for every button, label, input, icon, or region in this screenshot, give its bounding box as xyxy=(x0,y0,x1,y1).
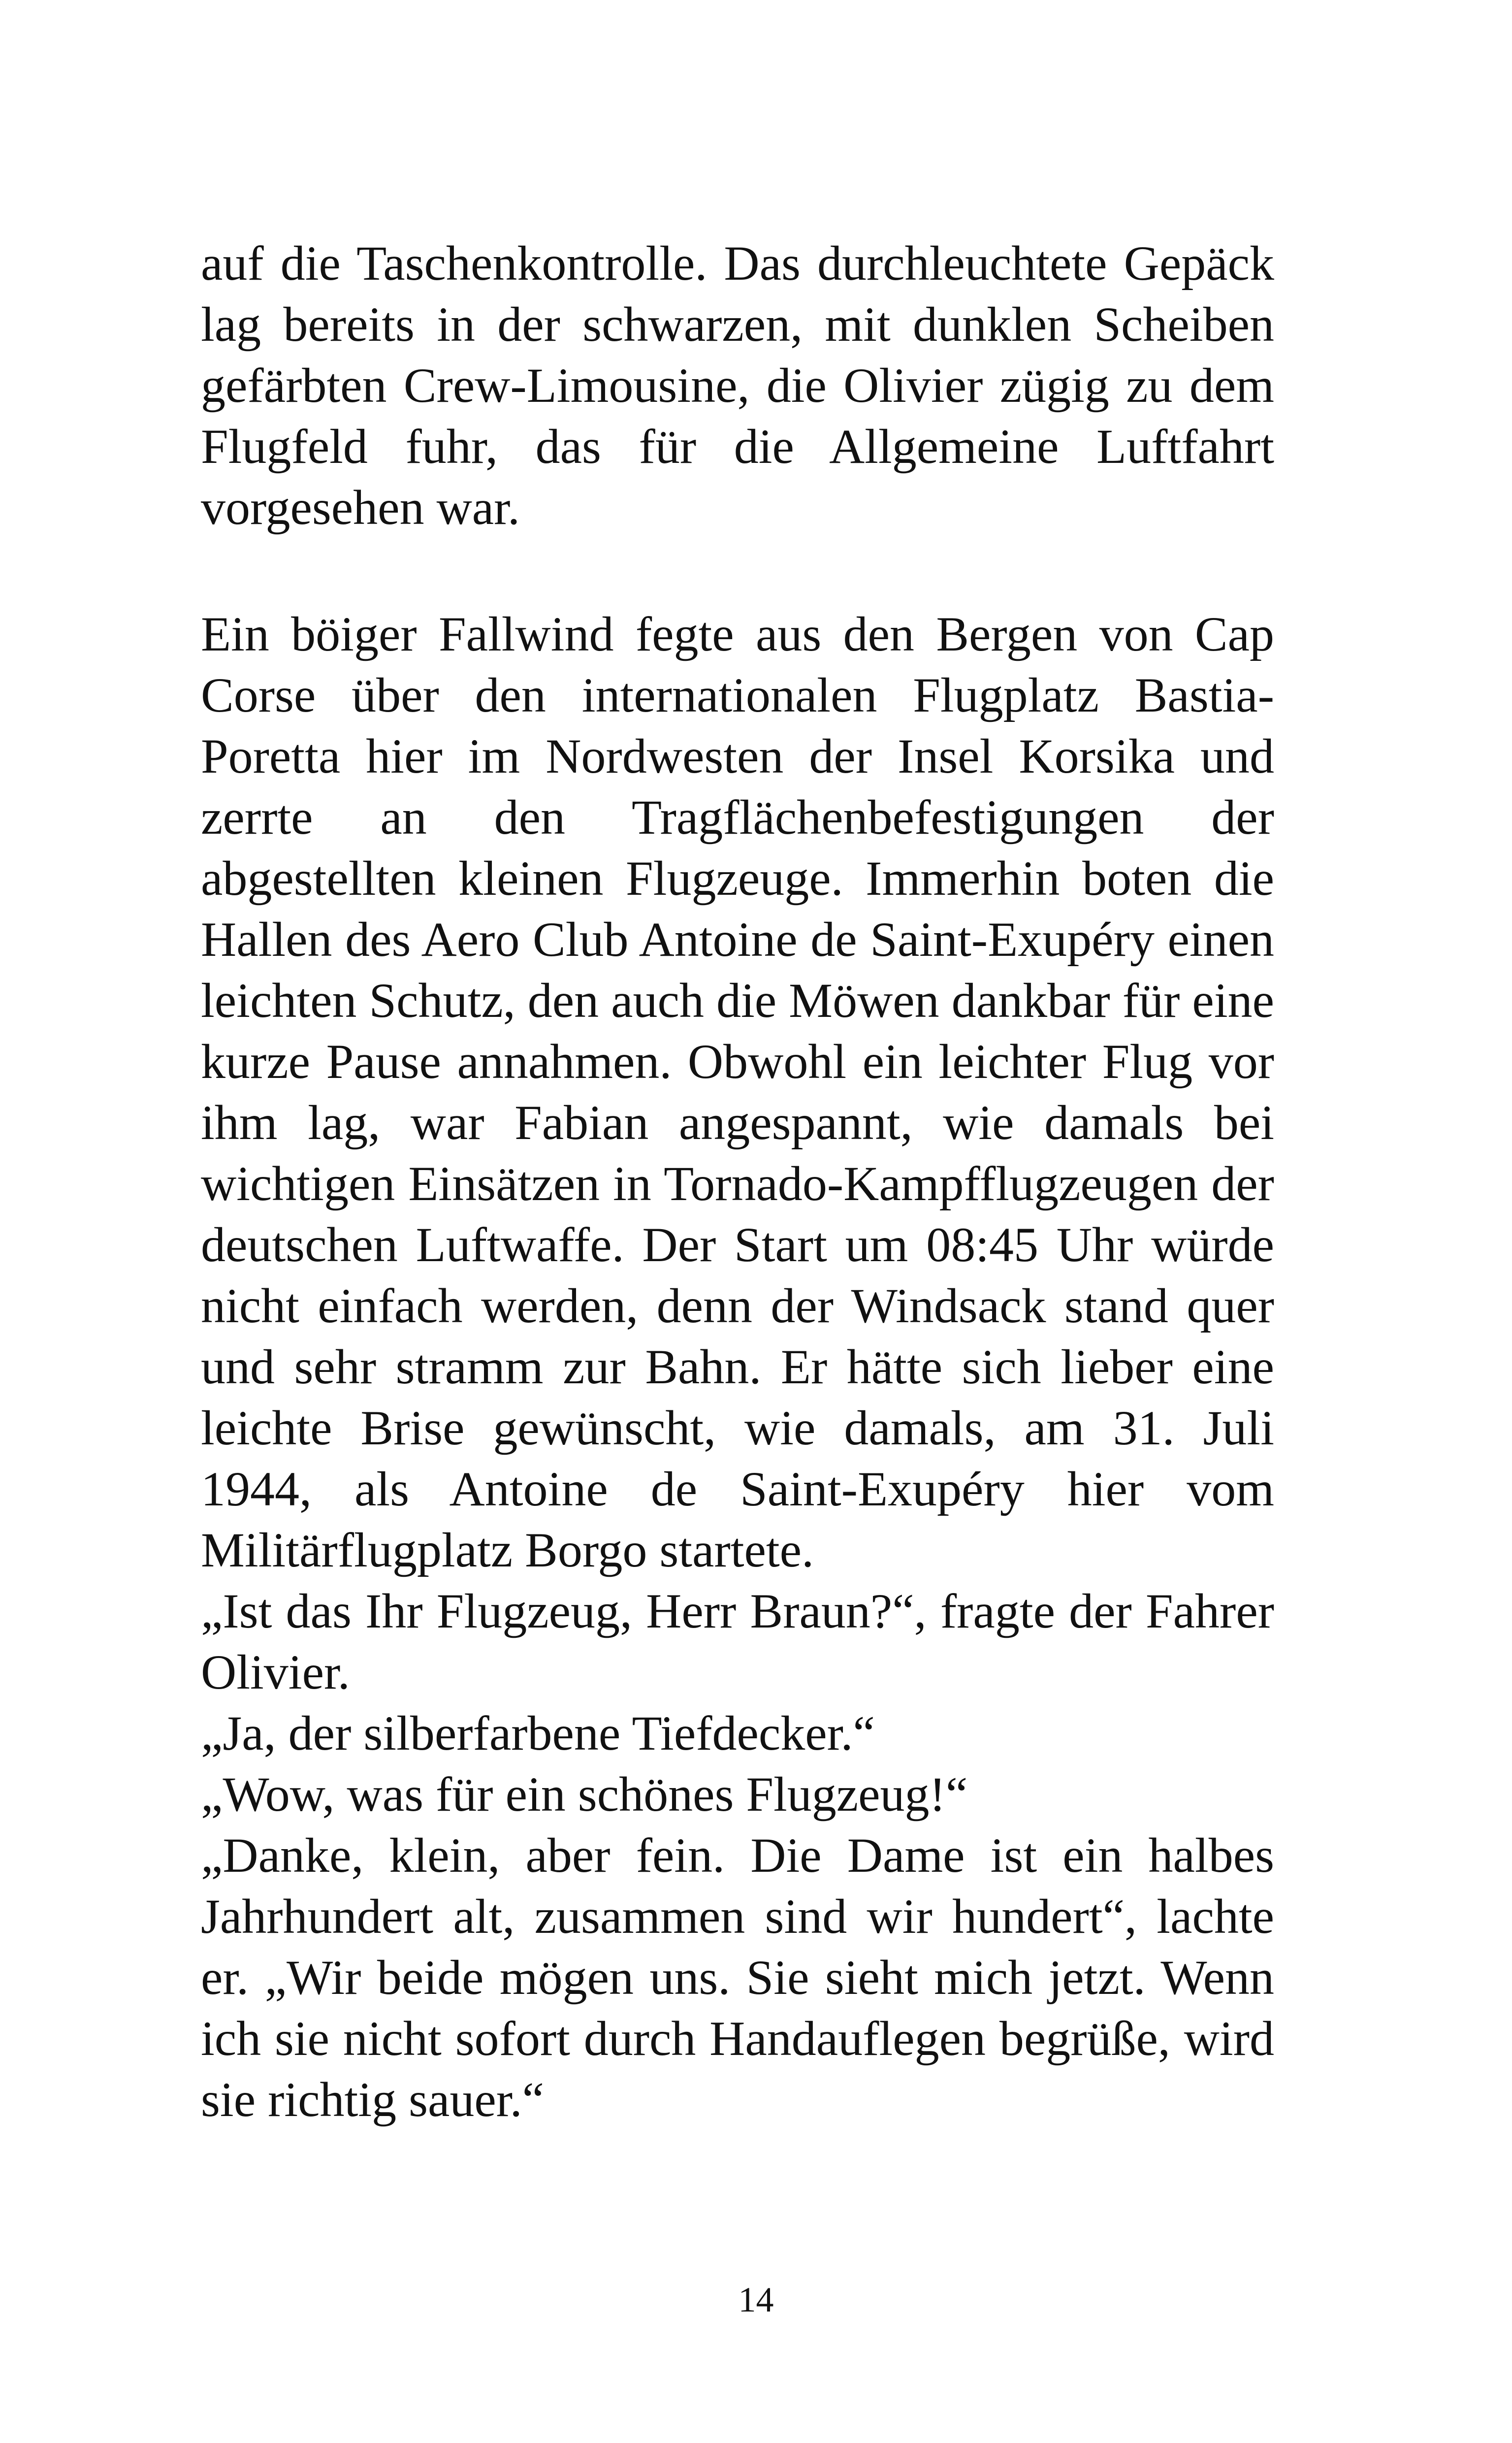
dialogue-line-2: „Ja, der silberfarbene Tiefdecker.“ xyxy=(201,1706,875,1760)
paragraph-text: auf die Taschenkontrolle. Das durchleuchtete Gepäck lag bereits in der schwarzen, mit dunklen Scheiben gefärbten Crew-Limousine, die Olivier zügig zu dem Flugfeld fuhr, das für die Allgemeine Luftfahrt vorgesehen war. xyxy=(201,236,1274,535)
dialogue-line-4: „Danke, klein, aber fein. Die Dame ist ein halbes Jahrhundert alt, zusammen sind wir hundert“, lachte er. „Wir beide mögen uns. Sie sieht mich jetzt. Wenn ich sie nicht sofort durch Handauflegen begrüße, wird sie richtig sauer.“ xyxy=(201,1828,1274,2127)
paragraph-group xyxy=(201,604,1274,2130)
dialogue-line-1: „Ist das Ihr Flugzeug, Herr Braun?“, fragte der Fahrer Olivier. xyxy=(201,1584,1274,1699)
paragraph-2: Ein böiger Fallwind fegte aus den Bergen von Cap Corse über den internationalen Flugplatz Bastia-Poretta hier im Nordwesten der Insel Korsika und zerrte an den Tragflächenbefestigungen der abgestellten kleinen Flugzeuge. Immerhin boten die Hallen des Aero Club Antoine de Saint-Exupéry einen leichten Schutz, den auch die Möwen dankbar für eine kurze Pause annahmen. Obwohl ein leichter Flug vor ihm lag, war Fabian angespannt, wie damals bei wichtigen Einsätzen in Tornado-Kampfflugzeugen der deutschen Luftwaffe. Der Start um 08:45 Uhr würde nicht einfach werden, denn der Windsack stand quer und sehr stramm zur Bahn. Er hätte sich lieber eine leichte Brise gewünscht, wie damals, am 31. Juli 1944, als Antoine de Saint-Exupéry hier vom Militärflugplatz Borgo startete. xyxy=(201,607,1274,1577)
paragraph-1 xyxy=(201,233,1274,538)
dialogue-line-3: „Wow, was für ein schönes Flugzeug!“ xyxy=(201,1767,968,1822)
page-number: 14 xyxy=(738,2280,774,2319)
